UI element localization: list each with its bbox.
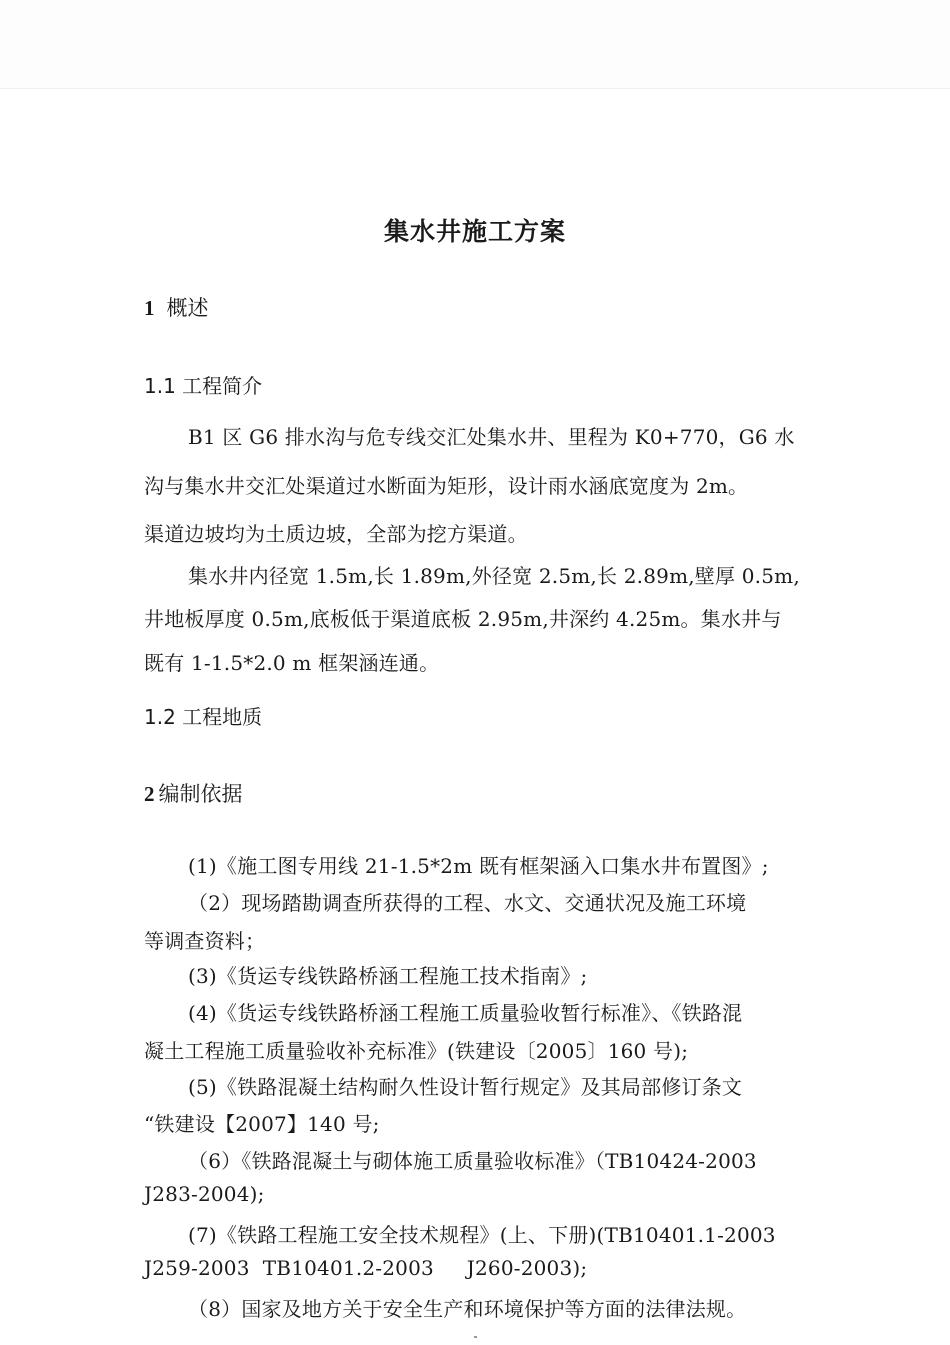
section-1-2-heading: 1.2 工程地质	[144, 705, 263, 729]
section-1-1-heading: 1.1 工程简介	[144, 374, 263, 398]
reference-item: (4)《货运专线铁路桥涵工程施工质量验收暂行标准》、《铁路混	[188, 1001, 743, 1025]
section-1-number: 1	[144, 296, 155, 320]
paragraph-line: 既有 1-1.5*2.0 m 框架涵连通。	[144, 651, 440, 675]
reference-item: (1)《施工图专用线 21-1.5*2m 既有框架涵入口集水井布置图》;	[188, 854, 769, 878]
paragraph-line: B1 区 G6 排水沟与危专线交汇处集水井、里程为 K0+770，G6 水	[188, 425, 795, 449]
reference-item-continuation: “铁建设【2007】140 号;	[144, 1112, 380, 1136]
reference-item-continuation: 凝土工程施工质量验收补充标准》(铁建设〔2005〕160 号);	[144, 1039, 689, 1063]
reference-item: (7)《铁路工程施工安全技术规程》(上、下册)(TB10401.1-2003	[188, 1223, 776, 1247]
paragraph-line: 沟与集水井交汇处渠道过水断面为矩形，设计雨水涵底宽度为 2m。	[144, 474, 749, 498]
section-1-heading	[144, 292, 209, 322]
paragraph-line: 渠道边坡均为土质边坡，全部为挖方渠道。	[144, 522, 528, 546]
reference-item: （8）国家及地方关于安全生产和环境保护等方面的法律法规。	[188, 1297, 747, 1321]
section-2-number: 2	[144, 782, 155, 806]
reference-item-continuation: J259-2003 TB10401.2-2003 J260-2003);	[144, 1256, 588, 1280]
section-1-title: 概述	[166, 296, 209, 320]
paragraph-line: 井地板厚度 0.5m,底板低于渠道底板 2.95m,井深约 4.25m。集水井与	[144, 607, 782, 631]
section-2-title: 编制依据	[158, 782, 243, 806]
reference-item-continuation: 等调查资料；	[144, 929, 266, 953]
reference-item: （6）《铁路混凝土与砌体施工质量验收标准》（TB10424-2003	[188, 1149, 757, 1173]
reference-item: (5)《铁路混凝土结构耐久性设计暂行规定》及其局部修订条文	[188, 1075, 743, 1099]
reference-item: （2）现场踏勘调查所获得的工程、水文、交通状况及施工环境	[188, 891, 747, 915]
page-footer-mark	[474, 1336, 477, 1338]
section-2-heading	[144, 778, 243, 808]
paragraph-line: 集水井内径宽 1.5m,长 1.89m,外径宽 2.5m,长 2.89m,壁厚 0.5m,	[188, 564, 800, 588]
reference-item: (3)《货运专线铁路桥涵工程施工技术指南》;	[188, 964, 588, 988]
document-title: 集水井施工方案	[383, 217, 566, 246]
reference-item-continuation: J283-2004);	[144, 1182, 265, 1206]
page-top-margin	[0, 0, 950, 89]
